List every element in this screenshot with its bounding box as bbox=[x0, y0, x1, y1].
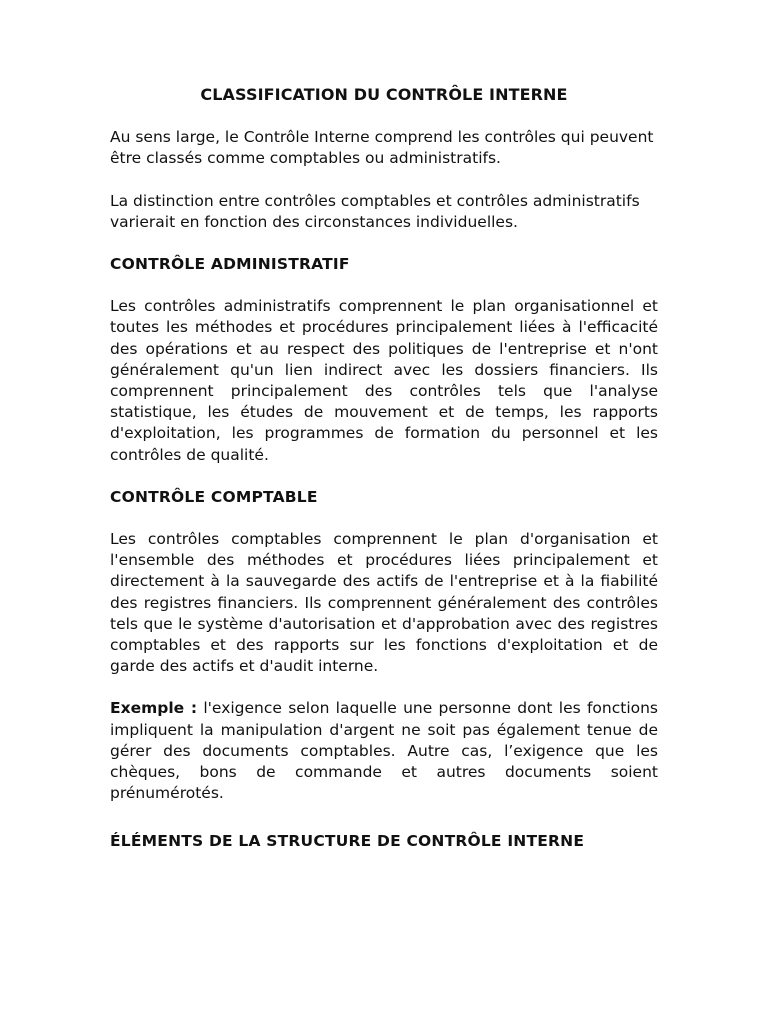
intro-paragraph-1: Au sens large, le Contrôle Interne comprend les contrôles qui peuvent être classés comme comptables ou administratifs. bbox=[110, 128, 654, 168]
section-body-administratif: Les contrôles administratifs comprennent le plan organisationnel et toutes les méthodes et procédures principalement liées à l'efficacité des opérations et au respect des politiques de l'entreprise et n'ont généralement qu'un lien indirect avec les dossiers financiers. Ils comprennent principalement des contrôles tels que l'analyse statistique, les études de mouvement et de temps, les rapports d'exploitation, les programmes de formation du personnel et les contrôles de qualité. bbox=[110, 297, 658, 464]
section-heading-administratif: CONTRÔLE ADMINISTRATIF bbox=[110, 255, 350, 274]
example-paragraph bbox=[110, 698, 658, 804]
document-title: CLASSIFICATION DU CONTRÔLE INTERNE bbox=[200, 85, 568, 104]
example-label: Exemple : bbox=[110, 699, 198, 718]
document-page bbox=[110, 84, 658, 874]
intro-paragraph-2: La distinction entre contrôles comptables et contrôles administratifs varierait en fonction des circonstances individuelles. bbox=[110, 191, 640, 231]
example-text: l'exigence selon laquelle une personne dont les fonctions impliquent la manipulation d'argent ne soit pas également tenue de gérer des documents comptables. Autre cas, l’exigence que les chèques, bons de commande et autres documents soient prénumérotés. bbox=[110, 699, 659, 803]
section-heading-comptable: CONTRÔLE COMPTABLE bbox=[110, 487, 318, 506]
section-body-comptable: Les contrôles comptables comprennent le plan d'organisation et l'ensemble des méthodes et procédures liées principalement et directement à la sauvegarde des actifs de l'entreprise et à la fiabilité des registres financiers. Ils comprennent généralement des contrôles tels que le système d'autorisation et d'approbation avec des registres comptables et des rapports sur les fonctions d'exploitation et de garde des actifs et d'audit interne. bbox=[110, 530, 658, 676]
section-heading-elements: ÉLÉMENTS DE LA STRUCTURE DE CONTRÔLE INTERNE bbox=[110, 832, 585, 851]
